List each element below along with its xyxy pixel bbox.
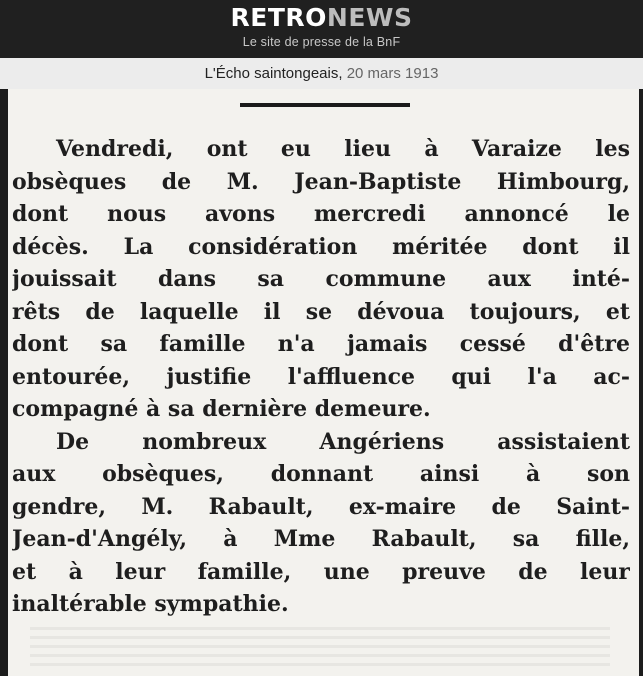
logo-retro: RETRO	[230, 3, 327, 32]
article-line: décès. La considération méritée dont il	[12, 233, 630, 260]
article-line: entourée, justifie l'affluence qui l'a ac-	[12, 363, 630, 390]
article-line: De nombreux Angériens assistaient	[56, 428, 630, 455]
article-line: jouissait dans sa commune aux inté-	[12, 266, 630, 292]
publication-date: 20 mars 1913	[346, 65, 439, 82]
article-line: dont sa famille n'a jamais cessé d'être	[12, 331, 630, 357]
newspaper-scan	[0, 89, 643, 676]
retronews-logo[interactable]	[0, 4, 643, 32]
section-divider	[240, 103, 410, 107]
site-tagline: Le site de presse de la BnF	[242, 35, 401, 49]
site-header	[0, 0, 643, 58]
article-line: compagné à sa dernière demeure.	[12, 396, 431, 422]
source-bar	[0, 58, 643, 89]
article-line: obsèques de M. Jean-Baptiste Himbourg,	[12, 168, 630, 195]
scan-left-border	[0, 89, 8, 676]
article-line: inaltérable sympathie.	[12, 591, 289, 617]
article-line: aux obsèques, donnant ainsi à son	[12, 461, 630, 487]
source-separator: ,	[338, 65, 347, 82]
article-text	[12, 133, 630, 621]
publication-title: L'Écho saintongeais	[204, 65, 339, 82]
article-line: et à leur famille, une preuve de leur	[12, 558, 630, 585]
article-line: Vendredi, ont eu lieu à Varaize les	[56, 136, 630, 162]
logo-news: NEWS	[326, 3, 413, 32]
article-line: dont nous avons mercredi annoncé le	[12, 201, 630, 227]
scan-right-border	[639, 89, 643, 676]
article-line: rêts de laquelle il se dévoua toujours, et	[12, 298, 630, 325]
article-line: gendre, M. Rabault, ex-maire de Saint-	[12, 493, 630, 520]
article-line: Jean-d'Angély, à Mme Rabault, sa fille,	[12, 526, 630, 552]
bleed-through-text	[30, 627, 610, 667]
